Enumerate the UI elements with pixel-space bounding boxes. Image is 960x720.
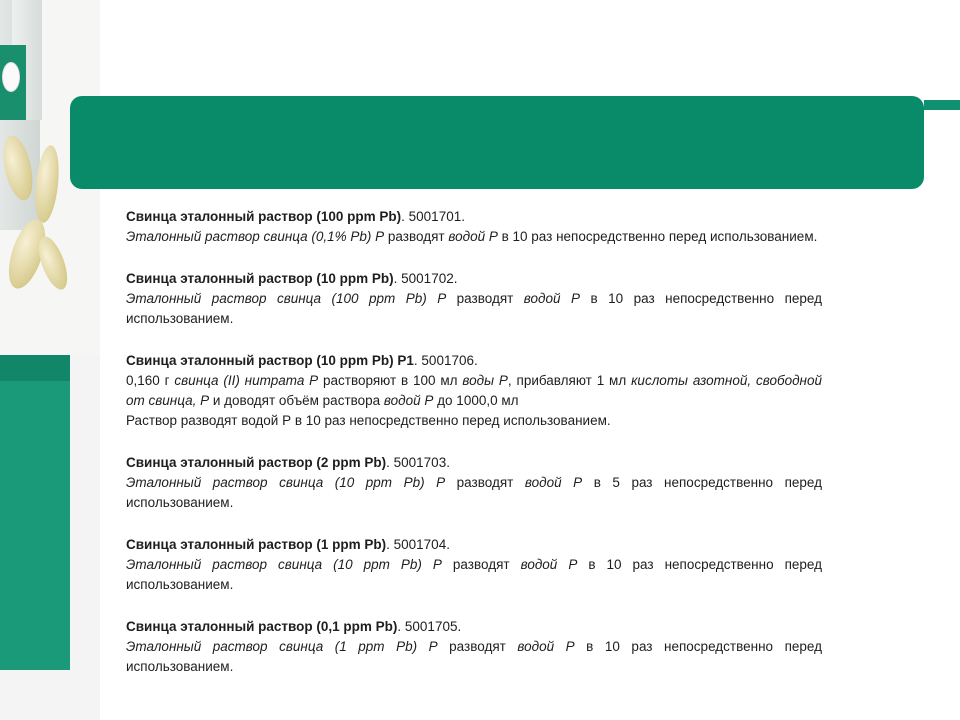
entry-body-run: разводят bbox=[384, 229, 449, 244]
entry-title: Свинца эталонный раствор (0,1 ppm Pb) bbox=[126, 619, 398, 634]
entry-code: . 5001703. bbox=[386, 455, 450, 470]
entry-body-run: разводят bbox=[446, 291, 524, 306]
entry bbox=[126, 269, 822, 329]
entry-body-run: до 1000,0 мл bbox=[433, 393, 519, 408]
entry-body bbox=[126, 473, 822, 513]
entry-title: Свинца эталонный раствор (2 ppm Pb) bbox=[126, 455, 387, 470]
entry-body bbox=[126, 227, 822, 247]
teal-side-bar bbox=[0, 355, 70, 670]
entry-body-run: Эталонный раствор свинца (10 ppm Pb) P bbox=[126, 475, 446, 490]
entry-extra-line: Раствор разводят водой Р в 10 раз непосредственно перед использованием. bbox=[126, 413, 611, 428]
entry-heading bbox=[126, 269, 822, 289]
entry-code: . 5001706. bbox=[413, 353, 478, 368]
entry-heading bbox=[126, 351, 822, 371]
entry-title: Свинца эталонный раствор (10 ppm Pb) bbox=[126, 271, 394, 286]
entry-heading bbox=[126, 207, 822, 227]
entry-body bbox=[126, 289, 822, 329]
entry-body-run: кислоты азотной, свободной от свинца, P bbox=[126, 373, 822, 408]
banner-accent bbox=[924, 100, 960, 110]
entry-code: . 5001705. bbox=[397, 619, 462, 634]
entry bbox=[126, 453, 822, 513]
entry-title: Свинца эталонный раствор (100 ppm Pb) bbox=[126, 209, 402, 224]
entry-body-run: Эталонный раствор свинца (0,1% Pb) P bbox=[126, 229, 385, 244]
entry bbox=[126, 535, 822, 595]
entry bbox=[126, 207, 822, 247]
entry-body bbox=[126, 555, 822, 595]
entry-body-run: водой P bbox=[520, 557, 578, 572]
entry-body-run: в 10 раз непосредственно перед использованием. bbox=[126, 639, 822, 674]
entry-title: Свинца эталонный раствор (1 ppm Pb) bbox=[126, 537, 387, 552]
title-banner bbox=[70, 96, 924, 189]
entry-body-run: водой P bbox=[448, 229, 498, 244]
entry-body-run: Эталонный раствор свинца (10 ppm Pb) P bbox=[126, 557, 442, 572]
entry-body-run: 0,160 г bbox=[126, 373, 175, 388]
entry-body-run: в 5 раз непосредственно перед использованием. bbox=[126, 475, 822, 510]
entry-heading bbox=[126, 535, 822, 555]
entry-body-run: воды P bbox=[462, 373, 508, 388]
entry-body-run: разводят bbox=[441, 557, 521, 572]
entry-heading bbox=[126, 617, 822, 637]
entry-body-run: в 10 раз непосредственно перед использованием. bbox=[126, 291, 822, 326]
entry-body-run: водой P bbox=[523, 291, 581, 306]
entry-body-run: водой P bbox=[524, 475, 583, 490]
entry-body-run: в 10 раз непосредственно перед использованием. bbox=[497, 229, 818, 244]
entry-title: Свинца эталонный раствор (10 ppm Pb) P1 bbox=[126, 353, 414, 368]
entry-body bbox=[126, 371, 822, 411]
entry-body-run: водой P bbox=[517, 639, 575, 654]
entry-body-run: , прибавляют 1 мл bbox=[507, 373, 632, 388]
entry-body-run: растворяют в 100 мл bbox=[318, 373, 463, 388]
entry-code: . 5001704. bbox=[386, 537, 450, 552]
entry-body bbox=[126, 637, 822, 677]
teal-side-bar-accent bbox=[0, 355, 70, 381]
pill-shape bbox=[2, 62, 20, 92]
entry-body-run: разводят bbox=[445, 475, 525, 490]
document-content bbox=[126, 207, 822, 699]
entry-heading bbox=[126, 453, 822, 473]
entry-body-run: и доводят объём раствора bbox=[209, 393, 384, 408]
entry bbox=[126, 617, 822, 677]
entry-body-run: Эталонный раствор свинца (1 ppm Pb) P bbox=[126, 639, 438, 654]
entry-body-run: Эталонный раствор свинца (100 ppm Pb) P bbox=[126, 291, 447, 306]
entry-code: . 5001701. bbox=[401, 209, 465, 224]
entry-body-run: разводят bbox=[437, 639, 518, 654]
entry-code: . 5001702. bbox=[393, 271, 458, 286]
entry bbox=[126, 351, 822, 431]
entry-body-run: в 10 раз непосредственно перед использованием. bbox=[126, 557, 822, 592]
entry-body-run: водой P bbox=[383, 393, 434, 408]
entry-body-run: свинца (II) нитрата P bbox=[174, 373, 319, 388]
